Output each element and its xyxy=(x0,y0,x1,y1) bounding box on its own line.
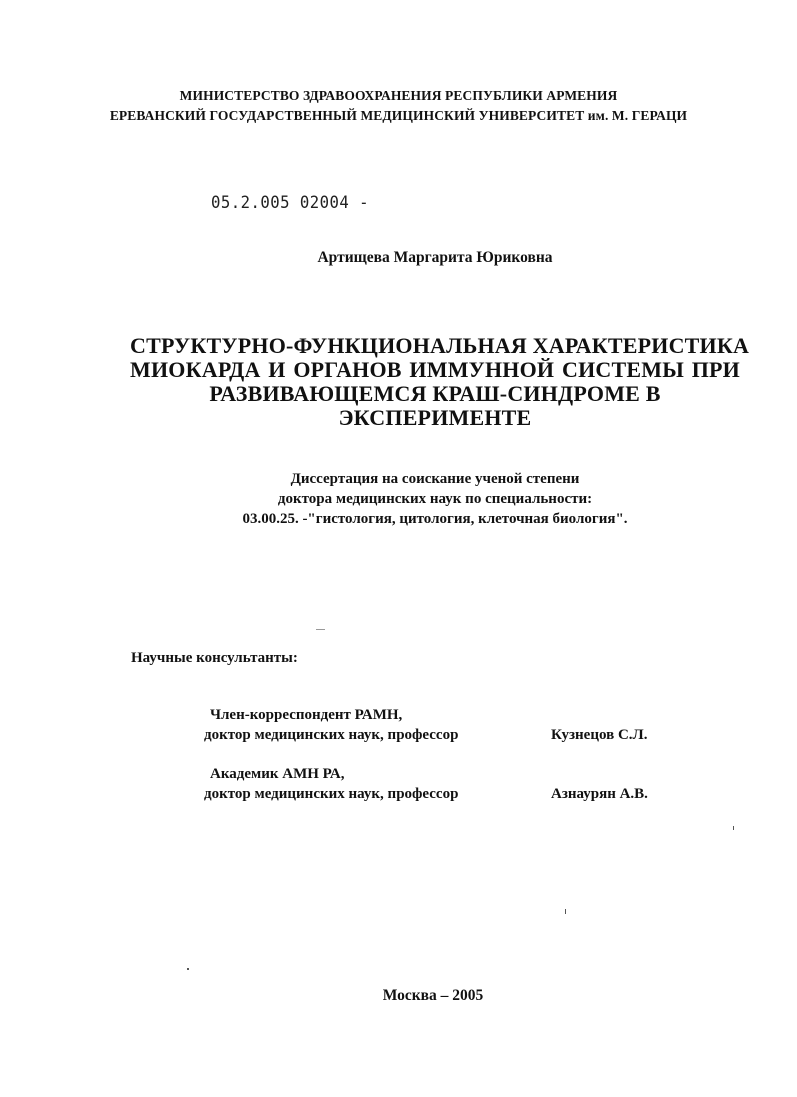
scan-speck xyxy=(187,968,189,970)
scan-speck xyxy=(733,826,734,830)
author-name: Артищева Маргарита Юриковна xyxy=(317,249,553,266)
consultant-2-name: Азнаурян А.В. xyxy=(551,786,648,802)
scan-speck xyxy=(565,909,566,914)
consultant-1-degree: доктор медицинских наук, профессор xyxy=(204,727,459,743)
title-line-1: СТРУКТУРНО-ФУНКЦИОНАЛЬНАЯ ХАРАКТЕРИСТИКА xyxy=(130,333,750,358)
registration-stamp: 05.2.005 02004 - xyxy=(211,193,370,213)
ministry-header xyxy=(0,86,797,126)
consultants-heading: Научные консультанты: xyxy=(131,650,298,666)
scan-speck xyxy=(316,629,325,630)
consultant-2-rank: Академик АМН РА, xyxy=(210,766,345,782)
consultant-1-rank: Член-корреспондент РАМН, xyxy=(210,707,403,723)
university-line: ЕРЕВАНСКИЙ ГОСУДАРСТВЕННЫЙ МЕДИЦИНСКИЙ УНИВЕРСИТЕТ им. М. ГЕРАЦИ xyxy=(109,108,688,123)
consultant-2-degree: доктор медицинских наук, профессор xyxy=(204,786,459,802)
ministry-line-1: МИНИСТЕРСТВО ЗДРАВООХРАНЕНИЯ РЕСПУБЛИКИ АРМЕНИЯ xyxy=(179,88,618,103)
title-line-4: ЭКСПЕРИМЕНТЕ xyxy=(338,405,532,430)
dissertation-subtitle xyxy=(0,469,797,529)
consultant-1-name: Кузнецов С.Л. xyxy=(551,727,648,743)
dissertation-title xyxy=(130,333,750,430)
subtitle-line-1: Диссертация на соискание ученой степени xyxy=(290,471,580,487)
city-year: Москва – 2005 xyxy=(382,987,484,1004)
title-line-3: РАЗВИВАЮЩЕМСЯ КРАШ-СИНДРОМЕ В xyxy=(209,381,661,406)
title-line-2: МИОКАРДА И ОРГАНОВ ИММУННОЙ СИСТЕМЫ ПРИ xyxy=(130,357,740,382)
subtitle-line-3: 03.00.25. -"гистология, цитология, клеточная биология". xyxy=(242,511,628,527)
subtitle-line-2: доктора медицинских наук по специальности: xyxy=(277,491,593,507)
